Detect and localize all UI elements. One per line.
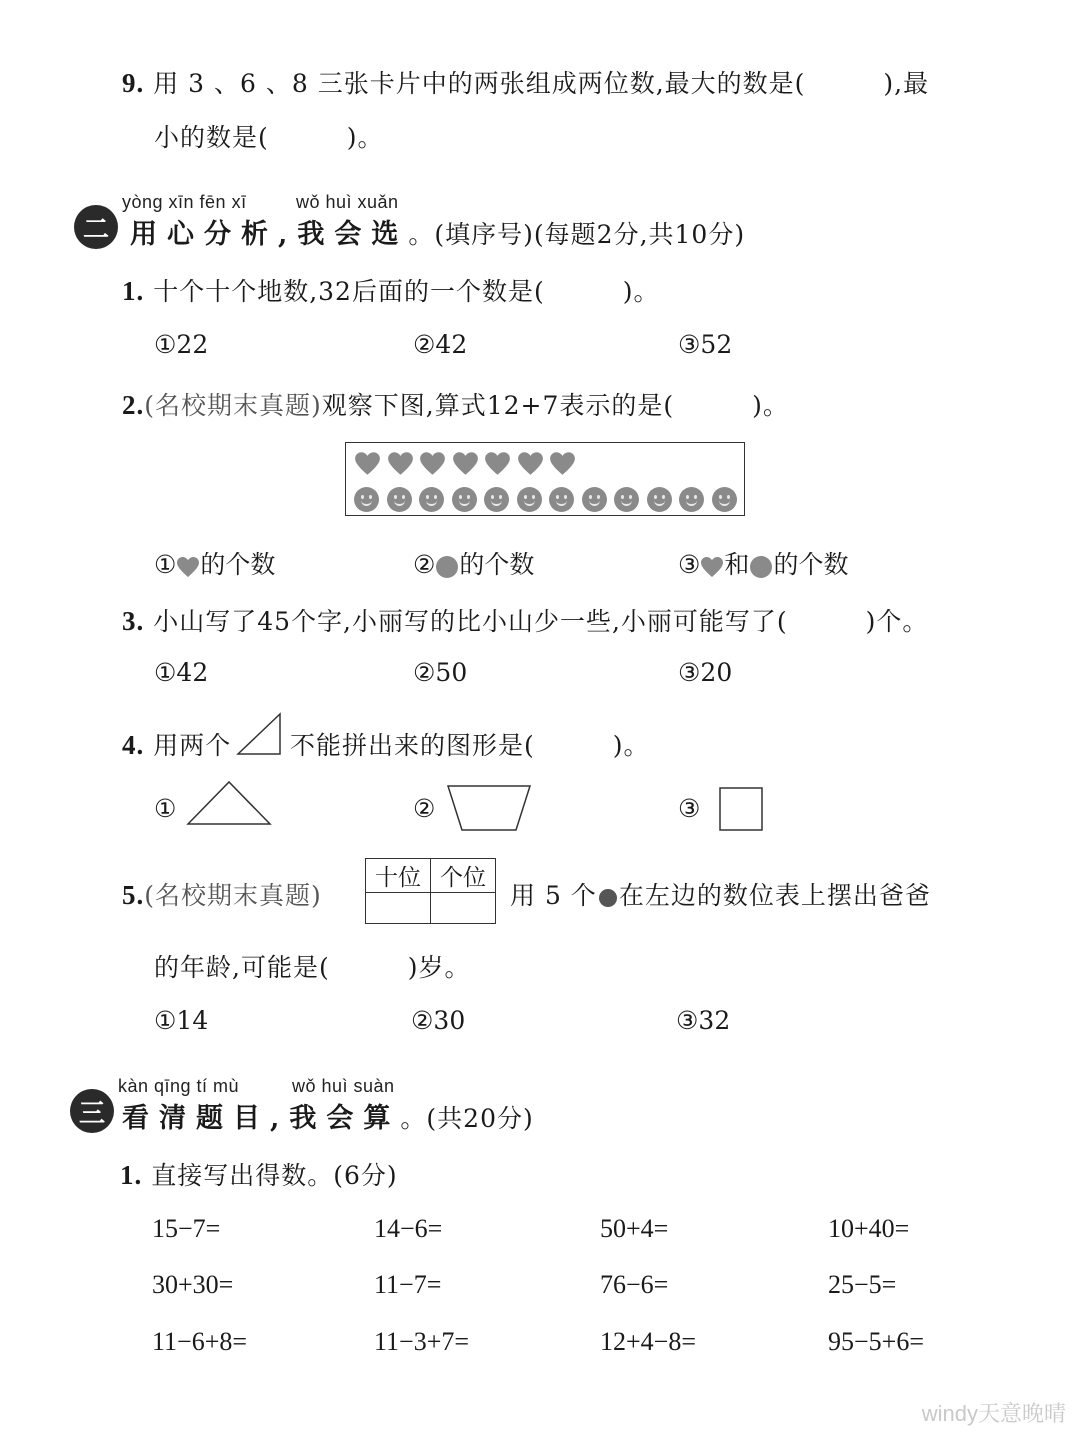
isosceles-triangle-shape — [186, 780, 272, 826]
section2-pinyin-a: yòng xīn fēn xī — [122, 192, 247, 212]
heart-icon — [176, 556, 200, 578]
section2-title-b: 我会选 — [297, 219, 409, 250]
square-shape — [718, 786, 764, 832]
heart-icon — [700, 556, 724, 578]
s2-q5 — [122, 876, 322, 912]
section2-pinyin-b: wǒ huì xuǎn — [296, 192, 399, 212]
s2-q1-number: 1. — [122, 276, 145, 306]
s2-q5-option-1: ①14 — [154, 1006, 209, 1035]
smiley-icon — [436, 556, 458, 578]
q9-number: 9. — [122, 68, 145, 98]
section3-pinyin-b: wǒ huì suàn — [292, 1076, 395, 1096]
section2-heading — [130, 212, 745, 251]
s2-q4-option-3-marker: ③ — [678, 794, 701, 823]
s2-q3-option-1: ①42 — [154, 658, 209, 687]
smiley-icon — [484, 487, 509, 512]
q9-line1 — [122, 64, 929, 100]
section3-title-b: 我会算 — [289, 1103, 401, 1134]
heart-icon — [387, 451, 414, 476]
heart-icon — [484, 451, 511, 476]
s2-q2-text: 观察下图,算式12+7表示的是( )。 — [321, 391, 789, 420]
section3-pinyin-a: kàn qīng tí mù — [118, 1076, 240, 1096]
s2-q1-option-3: ③52 — [678, 330, 733, 359]
tens-cell — [366, 893, 431, 924]
s2-q5-source: (名校期末真题) — [144, 881, 322, 910]
s2-q5-text-b: 在左边的数位表上摆出爸爸 — [618, 881, 931, 910]
s2-q2-option-2 — [413, 545, 534, 581]
option-marker: ② — [413, 550, 436, 579]
s2-q5-text — [510, 876, 931, 912]
option-marker: ③ — [678, 550, 701, 579]
smiley-icon — [712, 487, 737, 512]
s2-q4-option-2-marker: ② — [413, 794, 436, 823]
s2-q1-text: 十个十个地数,32后面的一个数是( )。 — [153, 277, 660, 306]
place-value-table — [365, 858, 496, 924]
hearts-smiles-picture — [345, 442, 745, 516]
calc-expression: 10+40= — [828, 1214, 910, 1243]
section3-badge: 三 — [70, 1089, 114, 1133]
s2-q3-text: 小山写了45个字,小丽写的比小山少一些,小丽可能写了( )个。 — [153, 607, 929, 636]
q9-line2: 小的数是( )。 — [154, 123, 384, 152]
calc-expression: 14−6= — [374, 1214, 443, 1243]
calc-expression: 11−3+7= — [374, 1327, 470, 1356]
right-triangle-icon — [236, 712, 282, 756]
option-text: 的个数 — [200, 550, 276, 579]
ones-cell — [431, 893, 496, 924]
s3-q1-text: 直接写出得数。(6分) — [151, 1161, 398, 1190]
s2-q5-option-2: ②30 — [411, 1006, 466, 1035]
section3-note: 。(共20分) — [400, 1104, 534, 1133]
option-text: 的个数 — [459, 550, 535, 579]
calc-expression: 95−5+6= — [828, 1327, 924, 1356]
s2-q4-option-1-marker: ① — [154, 794, 177, 823]
s2-q5-line2: 的年龄,可能是( )岁。 — [154, 953, 471, 982]
s2-q5-option-3: ③32 — [676, 1006, 731, 1035]
calc-expression: 11−7= — [374, 1270, 442, 1299]
calc-expression: 76−6= — [600, 1270, 669, 1299]
heart-icon — [517, 451, 544, 476]
s2-q2 — [122, 386, 789, 422]
s2-q2-source: (名校期末真题) — [144, 391, 322, 420]
calc-expression: 11−6+8= — [152, 1327, 248, 1356]
smiley-icon — [354, 487, 379, 512]
s2-q4-text-a: 用两个 — [153, 731, 232, 760]
s2-q3-number: 3. — [122, 606, 145, 636]
section2-badge: 二 — [74, 205, 118, 249]
smiley-icon — [647, 487, 672, 512]
calc-expression: 30+30= — [152, 1270, 234, 1299]
smiley-icon — [750, 556, 772, 578]
s3-q1 — [120, 1156, 398, 1192]
option-and: 和 — [724, 550, 750, 579]
heart-icon — [419, 451, 446, 476]
s2-q5-number: 5. — [122, 880, 145, 910]
q9-text: 用 3 、6 、8 三张卡片中的两张组成两位数,最大的数是( ),最 — [153, 69, 930, 98]
smiley-icon — [517, 487, 542, 512]
s2-q5-text-a: 用 5 个 — [510, 881, 597, 910]
bead-icon — [599, 889, 617, 907]
heart-icon — [354, 451, 381, 476]
s2-q1 — [122, 272, 659, 308]
section3-title-sep: , — [270, 1103, 290, 1134]
s2-q3-option-3: ③20 — [678, 658, 733, 687]
calc-expression: 50+4= — [600, 1214, 669, 1243]
smiley-icon — [582, 487, 607, 512]
smiley-icon — [614, 487, 639, 512]
smiley-icon — [549, 487, 574, 512]
smiley-icon — [452, 487, 477, 512]
smiley-icon — [419, 487, 444, 512]
s2-q3 — [122, 602, 928, 638]
heart-icon — [452, 451, 479, 476]
section3-title-a: 看清题目 — [122, 1103, 270, 1134]
section2-note: 。(填序号)(每题2分,共10分) — [408, 220, 746, 249]
smiley-icon — [679, 487, 704, 512]
s2-q4 — [122, 726, 231, 762]
section2-title-sep: , — [278, 219, 298, 250]
ones-header: 个位 — [431, 859, 496, 893]
heart-icon — [549, 451, 576, 476]
calc-expression: 12+4−8= — [600, 1327, 696, 1356]
s2-q2-number: 2. — [122, 390, 145, 420]
s2-q2-option-1 — [154, 545, 275, 581]
option-marker: ① — [154, 550, 177, 579]
s2-q1-option-1: ①22 — [154, 330, 209, 359]
s2-q4-text-b: 不能拼出来的图形是( )。 — [290, 731, 650, 760]
option-text: 的个数 — [773, 550, 849, 579]
calc-expression: 15−7= — [152, 1214, 221, 1243]
smiley-icon — [387, 487, 412, 512]
s2-q4-number: 4. — [122, 730, 145, 760]
calc-expression: 25−5= — [828, 1270, 897, 1299]
s2-q2-option-3 — [678, 545, 848, 581]
tens-header: 十位 — [366, 859, 431, 893]
section2-title-a: 用心分析 — [130, 219, 278, 250]
s2-q3-option-2: ②50 — [413, 658, 468, 687]
trapezoid-shape — [446, 784, 532, 832]
watermark: windy天意晚晴 — [921, 1401, 1066, 1426]
s3-q1-number: 1. — [120, 1160, 143, 1190]
s2-q1-option-2: ②42 — [413, 330, 468, 359]
section3-heading — [122, 1096, 534, 1135]
